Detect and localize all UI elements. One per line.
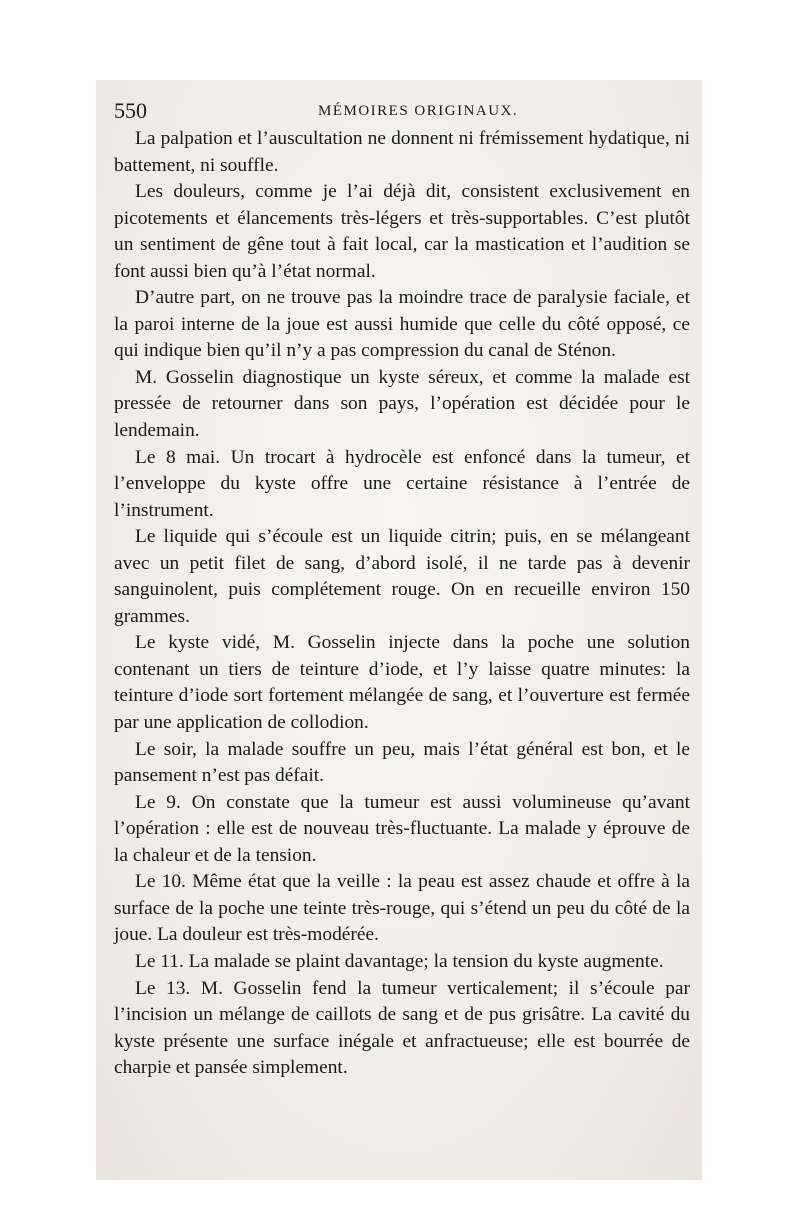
- paragraph-soir: Le soir, la malade souffre un peu, mais l’état général est bon, et le pansement n’est pas défait.: [114, 738, 690, 787]
- paragraph-le-9: Le 9. On constate que la tumeur est aussi volumineuse qu’avant l’opération : elle est de nouveau très-fluctuante. La malade y éprouve de la chaleur et de la tension.: [114, 791, 690, 866]
- paragraph-le-13: Le 13. M. Gosselin fend la tumeur verticalement; il s’écoule par l’incision un mélange de caillots de sang et de pus grisâtre. La cavité du kyste présente une surface inégale et anfractueuse; elle est bourrée de charpie et pansée simplement.: [114, 977, 690, 1079]
- paragraph-le-11: Le 11. La malade se plaint davantage; la tension du kyste augmente.: [135, 950, 664, 972]
- paragraph-le-10: Le 10. Même état que la veille : la peau est assez chaude et offre à la surface de la poche une teinte très-rouge, qui s’étend un peu du côté de la joue. La douleur est très-modérée.: [114, 871, 690, 946]
- paragraph-diagnostic: M. Gosselin diagnostique un kyste séreux, et comme la malade est pressée de retourner dans son pays, l’opération est décidée pour le lendemain.: [114, 366, 690, 442]
- paragraph-8-mai: Le 8 mai. Un trocart à hydrocèle est enfoncé dans la tumeur, et l’enveloppe du kyste offre une certaine résistance à l’entrée de l’instrument.: [114, 446, 690, 521]
- page-number: 550: [114, 98, 147, 123]
- running-head: MÉMOIRES ORIGINAUX.: [318, 103, 519, 119]
- body-text: [114, 126, 690, 1082]
- page-header: [112, 98, 692, 128]
- paragraph-paralysie: D’autre part, on ne trouve pas la moindre trace de paralysie faciale, et la paroi interne de la joue est aussi humide que celle du côté opposé, ce qui indique bien qu’il n’y a pas compression du canal de Sténon.: [114, 287, 690, 362]
- paragraph-palpation: La palpation et l’auscultation ne donnent ni frémissement hydatique, ni battement, ni souffle.: [114, 128, 690, 176]
- paragraph-injection: Le kyste vidé, M. Gosselin injecte dans la poche une solution contenant un tiers de teinture d’iode, et l’y laisse quatre minutes: la teinture d’iode sort fortement mélangée de sang, et l’ouverture est fermée par une application de collodion.: [114, 632, 690, 734]
- paragraph-liquide: Le liquide qui s’écoule est un liquide citrin; puis, en se mélangeant avec un petit filet de sang, d’abord isolé, il ne tarde pas à devenir sanguinolent, puis complétement rouge. On en recueille environ 150 grammes.: [114, 526, 690, 627]
- paragraph-douleurs: Les douleurs, comme je l’ai déjà dit, consistent exclusivement en picotements et élancements très-légers et très-supportables. C’est plutôt un sentiment de gêne tout à fait local, car la mastication et l’audition se font aussi bien qu’à l’état normal.: [114, 181, 690, 282]
